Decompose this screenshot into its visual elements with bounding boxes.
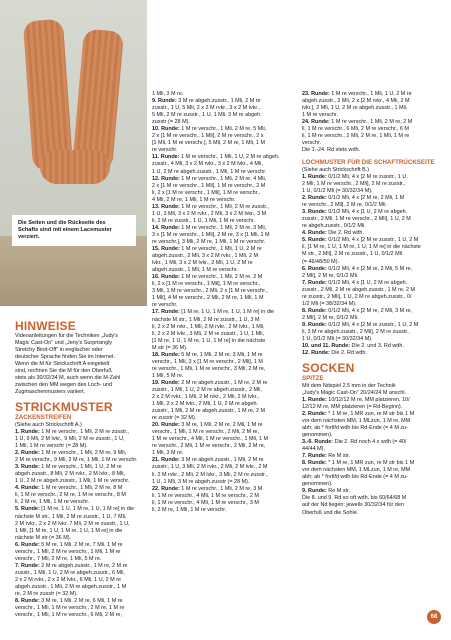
text-line: zwischen den MM wegen des Loch- und <box>15 382 113 389</box>
text-line: abgeh.zusstr., 1 Mli, 2 M re abgeh.zusstr., 1 M <box>15 584 127 590</box>
text-line: abgeh.zusstr., 1 Mli, 1 M re verschr. <box>152 267 238 274</box>
text-line: 12. Runde: Die 2. Rd wdh. <box>302 350 367 357</box>
text-line: 7. Runde: 0/1/2 Mli, 4 x [1 U, 2 M re abgeh. <box>302 279 408 286</box>
text-line: 1. Runde: 0/1/2 Mli, 4 x [2 M re zusstr., 1 U, <box>302 173 408 180</box>
text-line: lvkr., 1 Mli, 3 x 2 M lvkr., 2 Mli, 1 U, 2 M re <box>152 260 253 267</box>
text-line: re abgeh.zusstr., 0/1/2 Mli. <box>302 223 366 230</box>
text-line: 10. Runde: 1 M re verschr., 1 Mli, 2 M re, 5 Mli, <box>152 126 267 133</box>
text-line: 12/12 M re, MM platzieren (= Rd-Beginn). <box>302 403 403 410</box>
middle-column <box>152 91 298 514</box>
text-line: 3. Runde: 1 M re verschr., 1 Mli, 1 U, 2 M re <box>15 464 122 471</box>
text-line: nächste M str., 1 Mli, 2 M re zusstr., 1 U, 3 M <box>152 316 260 323</box>
text-line: 10. und 11. Runde: Die 2. und 3. Rd wdh. <box>302 343 404 350</box>
text-line: „Judy's Magic Cast-On“ 20/24/24 M anschl. <box>302 389 407 396</box>
subheading-spitze: SPITZE <box>302 375 324 383</box>
photo-caption <box>12 215 136 246</box>
text-line: re, 2 M re zusstr (= 32 M). <box>15 591 78 598</box>
text-line: 16. Runde: 1 M re verschr., 1 Mli, 2 M re, 2 M <box>152 274 263 281</box>
text-line: re verschr., 2 Mli, 1 M re verschr., 2 Mli, 2 M re, <box>152 443 266 450</box>
text-line: (= 46/48/50 M). <box>302 258 340 265</box>
text-line: verschr. <box>302 140 322 147</box>
text-line: 6. Runde: 5 M re, 1 Mli, 2 M re, 7 Mli, 1 M re <box>15 541 123 548</box>
text-line: 1 U, 9 Mli, 2 M lvkr., 9 Mli, 2 M re zusstr., 1 U, <box>15 436 125 443</box>
text-line: 1 Mli, [1 M re, 1 U, 1 M re, 1 U, 1 M re] in die <box>15 527 123 534</box>
text-line: (Siehe auch Strickschrift A.) <box>15 421 82 428</box>
text-line: verschr., 1 Mli, 2 M re verschr., 1 Mli, 1 M re <box>15 548 121 555</box>
sock-photo <box>0 0 147 306</box>
text-line: abgeh.zusstr., 8 Mli, 2 M rvkr., 2 M lvkr., 8 Mli, <box>15 471 125 478</box>
text-line: re zusstr., 2 Mli], 1 U, 2 M re abgeh.zusstr., 0/ <box>302 293 412 300</box>
text-line: re verschr., 1 Mli, 1 M re verschr., 3 Mli, 2 M re, <box>152 365 266 372</box>
text-line: li, 1 M re verschr., 2 Mli, 2 M re, 1 Mli, 1 M re <box>302 133 410 140</box>
text-line: 9. Runde: 3 M re abgeh.zusstr., 1 Mli, 2 M re <box>152 98 261 105</box>
text-line: 24. Runde: 1 M re verschr., 1 Mli, 2 M re, 2 M <box>302 119 413 126</box>
text-line: sind, rechnen Sie die M für den Oberfuß <box>15 368 112 375</box>
text-line: 1 M re verschr. <box>302 112 338 119</box>
text-line: li, [1 M re, 1 U, 1 M re, 1 U, 1 M re] in die nächste <box>302 244 421 251</box>
text-line: 22. Runde: 1 M re verschr., 1 Mli, 2 M re, 3 M <box>152 485 263 492</box>
text-line: Videoanleitungen für die Techniken „Judy's <box>15 333 119 339</box>
text-line: re verschr. <box>152 147 178 154</box>
text-line: 1 Mli, 2 x 2 M lvkr., 2 Mli, 1 U, 2 M re abgeh. <box>152 401 259 408</box>
text-line: 3 Mli, 1 M re verschr., 2 Mli, 2 x [1 M re verschr., <box>152 288 268 295</box>
text-line: re verschr. <box>152 302 178 309</box>
text-line: 1 U, 0/1/2 Mli (= 30/32/34 M). <box>302 336 373 343</box>
text-line: li, 1 M re verschr., 4 Mli, 1 M re verschr., 3 M <box>152 499 259 506</box>
text-line: 23. Runde: 1 M re verschr., 1 Mli, 1 U, 2 M re <box>302 91 412 97</box>
text-line: 2 x 2 M rvkr., 1 Mli, 2 M rvkr., 2 Mli, 2 M lvkr., <box>152 394 260 401</box>
sock-image <box>23 19 73 171</box>
text-line: 1. Runde: 1 M re verschr., 1 Mli, 2 M re zusstr., <box>15 428 129 435</box>
text-line: 5 Mli, 2 M re zusstr., 1 U, 1 Mli, 3 M re abgeh. <box>152 112 262 119</box>
text-line: 1 U, 2 M re abgeh.zusstr., 1 Mli, 1 M re verschr. <box>15 478 130 485</box>
text-line: 1. Runde: 10/12/12 M re, MM platzieren, 10/ <box>302 396 410 403</box>
page-number: 68 <box>427 610 441 624</box>
text-line: abgeh.zusstr., 2 Mli, 3 x 2 M rvkr., 1 Mli, 2 M <box>152 253 259 260</box>
text-line: zusstr., 1 Mli, 2 M re abgeh.zusstr., 1 M re, 2 M <box>152 408 266 415</box>
text-line: 14. Runde: 1 M re verschr., 1 Mli, 2 M re, 3 Mli, <box>152 224 267 231</box>
section-heading-hinweise: HINWEISE <box>15 319 76 333</box>
text-line: 2 Mli], 2 M re, 0/1/2 Mli. <box>302 272 359 279</box>
text-line: 1 U, 3 Mli, 3 x 2 M rvkr., 2 Mli, 3 x 2 M lvkr., 3 M <box>152 210 267 217</box>
text-line: zusstr., 1 U, 5 Mli, 2 x 2 M rvkr., 3 x 2 M lvkr., <box>152 105 260 112</box>
text-line: 8. Runde: * 1 M re, 1 MR zun, re M str bis 1 M <box>302 460 415 467</box>
text-line: Oberfuß und die Sohle. <box>302 509 359 516</box>
text-line: 4. Runde: 1 M re verschr., 1 Mli, 2 M re, 8 M <box>15 485 123 492</box>
lochmuster-text <box>302 167 448 357</box>
text-line: 1/2 Mli (= 38/32/34 M). <box>302 300 357 307</box>
text-line: 1 Mli, 5 M re. <box>152 372 184 379</box>
text-line: 3.-6. Runde: Die 2. Rd noch 4 x wdh (= 40/ <box>302 439 407 446</box>
text-line: 11. Runde: 1 M re verschr., 1 Mli, 1 U, 2 M re abgeh. <box>152 154 280 161</box>
text-line: li, 2 M re zusstr., 1 U, 1 Mli, 1 M re verschr. <box>152 217 256 224</box>
text-line: 2. Runde: 1 M re verschr., 1 Mli, 2 M re, 9 Mli, <box>15 450 127 457</box>
text-line: [1 M re, 1 U, 1 M re, 1 U, 1 M re] in die nächste <box>152 337 266 344</box>
text-line: 13. Runde: 1 M re verschr., 1 Mli, 2 M re zusstr., <box>152 203 269 210</box>
section-heading-strickmuster: STRICKMUSTER <box>15 400 113 415</box>
text-line: lvkr.], 2 Mli, 1 U, 2 M re abgeh.zusstr., 1 Mli, <box>302 105 408 112</box>
text-line: genommen). <box>302 481 333 488</box>
text-line: 3 x [1 M re verschr., 1 Mli], 2 M re, 3 x [1 Mli, 1 M <box>152 231 270 238</box>
text-line: 21. Runde: 3 M re abgeh.zusstr., 1 Mli, 2 M re <box>152 457 264 464</box>
text-line: Zugmaschenmusters variiert. <box>15 389 86 396</box>
subheading-lochmuster: LOCHMUSTER FÜR DIE SCHAFTRÜCKSEITE <box>302 159 435 167</box>
text-line: 12. Runde: 1 M re verschr., 1 Mli, 2 M re, 4 Mli, <box>152 175 267 182</box>
text-line: verschr., 1 Mli, 1 M re verschr., 6 Mli, 2 M re, <box>15 612 122 619</box>
text-line: li, 1 M re verschr., 6 Mli, 2 M re verschr., 6 M <box>302 126 409 133</box>
text-line: 4. Runde: Die 2. Rd wdh. <box>302 230 364 237</box>
text-line: li, 1 M re verschr., 4 Mli, 1 M re verschr., 2 M <box>152 492 259 499</box>
text-line: M str., 2 Mli], 2 M re zusstr., 1 U, 0/1/2 Mli <box>302 251 403 258</box>
text-line: verschr., 7 Mli, 2 M re, 1 Mli, 5 M re. <box>15 555 102 562</box>
text-line: 2 x [1 M re verschr., 1 Mli], 1 M re verschr., 2 M <box>152 182 266 189</box>
text-line: 1 M re verschr., 4 Mli, 1 M re verschr., 1 Mli, 1 M <box>152 436 269 443</box>
text-line: 2. Runde: 0/1/2 Mli, 4 x [2 M re, 2 Mli, 1 M <box>302 195 405 202</box>
text-line: 1 Mli], 4 M re verschr., 2 Mli, 2 M re, 1 Mli, 1 M <box>152 295 264 302</box>
text-line: li, 2 x [1 M re verschr., 1 Mli], 1 M re verschr., <box>152 189 261 196</box>
text-line: li, 2 x 2 M lvkr., 3 Mli, 2 M re zusstr., 1 U, 1 Mli, <box>152 330 265 337</box>
text-line: zusstr (= 28 M). <box>152 119 190 126</box>
text-line: 1 Mli, 1 M re verschr (= 28 M). <box>15 443 88 450</box>
text-line: verschr., 1 Mli, 1 M re verschr., 2 M re, 1 M re <box>15 605 125 612</box>
text-line: 2. Runde: * 1 M re, 1 MR zun, re M str bis 1 M <box>302 410 415 417</box>
zackenstreifen-text <box>15 422 145 619</box>
zackenstreifen-text-continued <box>152 91 298 514</box>
text-line: li, 3 M re abgeh.zusstr., 2 Mli], 2 M re zusstr., <box>302 329 410 335</box>
spitze-text <box>302 383 448 517</box>
text-line: 1 U, 0/1/2 Mli (= 30/32/34 M). <box>302 188 373 195</box>
text-line: 1 Mli, 3 M re. <box>152 450 184 457</box>
text-line: verschr., 1 Mli, 3 x [1 M re verschr., 2 Mli], 1 M <box>152 358 263 365</box>
text-line: 2 x 2 M rvkr., 2 x 2 M lvkr., 6 Mli, 1 U, 2 M re <box>15 576 122 583</box>
text-line: abgeh.zusstr., 2 Mli, 2 x [2 M rvkr., 4 Mli, 2 M <box>302 98 410 105</box>
text-line: vor dem nächsten MM, 1 MLzun, 1 M re, MM <box>302 417 411 424</box>
text-line: zusstr., 1 Mli, 1 U, 2 M re abgeh.zusstr., 6 Mli, <box>15 569 125 576</box>
text-line: 5. Runde: 0/1/2 Mli, 4 x [2 M re zusstr., 1 U, 2 M <box>302 237 419 244</box>
text-line: 1 U, 1 Mli, 3 M re abgeh.zusstr (= 28 M). <box>152 478 250 485</box>
text-line: 1 Mli, 3 M re. <box>152 91 184 97</box>
text-line: Die 8. und 9. Rd so oft wdh, bis 60/64/68 M <box>302 495 407 502</box>
text-line: [1 Mli, 1 M re verschr.], 5 Mli, 2 M re, 1 Mli, 1 M <box>152 140 266 147</box>
hinweise-text <box>15 333 145 396</box>
text-line: M str (= 36 M). <box>152 344 188 351</box>
text-line: zusstr., 2 Mli, 1 M re verschr., 2 Mli], 1 U, 2 M <box>302 216 411 223</box>
text-line: deutscher Sprache finden Sie im Internet. <box>15 354 116 361</box>
text-line: Stretchy Bind-Off“ in englischer oder <box>15 347 103 354</box>
text-line: 19. Runde: 2 M re abgeh.zusstr., 1 M re, 2 M re <box>152 379 268 386</box>
text-line: 18. Runde: 5 M re, 1 Mli, 2 M re, 3 Mli, 1 M re <box>152 351 263 358</box>
wooden-floor <box>0 236 147 306</box>
caption-line: Schafts sind mit einem Lacemuster <box>18 227 112 233</box>
right-column <box>302 91 448 517</box>
caption-line: Die Seiten und die Rückseite des <box>18 220 106 226</box>
text-line: 5. Runde: [1 M re, 1 U, 1 M re, 1 U, 1 M re] in die <box>15 506 135 513</box>
text-line: 7. Runde: 2 M re abgeh.zusstr., 1 M re, 2 M re <box>15 562 128 569</box>
sock-image <box>40 150 110 184</box>
text-line: 7. Runde: Re M str. <box>302 453 351 460</box>
text-line: nächste M str., 1 Mli, 2 M re zusstr., 1 U, 7 Mli, <box>15 513 127 520</box>
text-line: 9. Runde: 0/1/2 Mli, 4 x [2 M re zusstr., 1 U, 2 M <box>302 321 419 328</box>
text-line: Wenn die M für Strickschrift A eingeteilt <box>15 361 110 368</box>
text-line: li, 2 M rvkr., 2 Mli, 2 M lvkr., 3 Mli, 2 M re zusstr., <box>152 471 268 478</box>
text-line: li, 2 x 2 M rvkr., 1 Mli, 2 M rvkr., 2 M lvkr., 1 Mli, <box>152 323 265 330</box>
text-line: zusstr., 2 Mli, 2 M re abgeh.zusstr., 1 M re, 2 M <box>302 286 416 293</box>
text-line: Die 1.-24. Rd stets wdh. <box>302 147 361 154</box>
text-line: 8. Runde: 3 M re, 1 Mli, 2 M re, 6 Mli, 1 M re <box>15 598 123 605</box>
text-line: 2 x [1 M re verschr., 1 Mli], 2 M re verschr., 2 x <box>152 133 264 140</box>
text-line: re verschr., 2 Mli], 2 M re, 0/1/2 Mli. <box>302 202 387 209</box>
text-line: zusstr., 4 Mli, 3 x 2 M rvkr., 3 x 2 M lvkr., 4 Mli, <box>152 161 263 168</box>
text-line: genommen). <box>302 432 333 439</box>
text-line: 8. Runde: 0/1/2 Mli, 4 x [2 M re, 2 Mli, 3 M re, <box>302 307 412 314</box>
section-heading-socken: SOCKEN <box>302 361 355 376</box>
text-line: li, 1 M re verschr., 2 M re, 1 M re verschr., 8 M <box>15 492 126 499</box>
text-line: nächste M str (= 36 M). <box>15 534 72 541</box>
text-line: (Siehe auch Strickschrift B.) <box>302 166 370 173</box>
text-line: zusstr., 1 Mli, 1 U, 2 M re abgeh.zusstr., 2 Mli, <box>152 386 262 393</box>
text-line: 15. Runde: 1 M re verschr., 1 Mli, 1 U, 2 M re <box>152 246 262 253</box>
text-line: stets als 30/32/34 M, auch wenn die M-Zahl <box>15 375 121 382</box>
text-line: verschr., 1 Mli, 1 M re verschr., 2 Mli, 2 M re, <box>152 429 259 436</box>
text-line: re verschr.], 3 Mli, 2 M re, 1 Mli, 1 M re verschr. <box>152 238 266 245</box>
text-line: 2 Mli, 1 M re verschr., 2 Mli], 2 M re zusstr., <box>302 181 406 188</box>
text-line: zusstr., 1 U, 3 Mli, 2 M rvkr., 2 Mli, 2 M lvkr., 2 M <box>152 464 268 471</box>
text-line: auf der Nd liegen: jeweils 30/32/34 für den <box>302 502 404 509</box>
text-line: 17. Runde: [1 M re, 1 U, 1 M re, 1 U, 1 M re] in die <box>152 309 275 316</box>
caption-line: verziert. <box>18 234 40 240</box>
zackenstreifen-text-end <box>302 91 448 154</box>
text-line: Mit dem Ndspiel 2.5 mm in der Technik <box>302 382 396 389</box>
text-line: 4 Mli, 2 M re, 1 Mli, 1 M re verschr. <box>152 196 236 203</box>
text-line: abh; ab * fortlfd wdh bis Rd-Ende (= 4 M zu- <box>302 474 408 481</box>
text-line: abh; ab * fortlfd wdh bis Rd-Ende (= 4 M zu- <box>302 424 408 431</box>
text-line: 2 M re verschr., 9 Mli, 2 M re, 1 Mli, 1 M re verschr. <box>15 457 138 464</box>
text-line: 3. Runde: 0/1/2 Mli, 4 x [1 U, 2 M re abgeh. <box>302 209 408 216</box>
text-line: li, 2 x [1 M re verschr., 1 Mli], 1 M re verschr., <box>152 281 261 288</box>
intro-section <box>15 320 145 619</box>
text-line: 2 M rvkr., 2 x 2 M lvkr. 7 Mli, 2 M re zusstr., 1 U, <box>15 520 130 527</box>
text-line: li, 2 M re, 1 Mli, 1 M re verschr. <box>15 499 90 506</box>
text-line: 20. Runde: 3 M re, 1 Mli, 2 M re, 2 Mli, 1 M re <box>152 422 263 429</box>
text-line: 2 Mli], 2 M re, 0/1/2 Mli. <box>302 314 359 321</box>
text-line: 1 U, 2 M re abgeh.zusstr., 1 Mli, 1 M re verschr. <box>152 168 267 175</box>
text-line: 6. Runde: 0/1/2 Mli, 4 x [2 M re, 2 Mli, 5 M re, <box>302 265 412 272</box>
text-line: li, 2 M re, 1 Mli, 1 M re verschr. <box>152 506 227 513</box>
subheading-zackenstreifen: ZACKENSTREIFEN <box>15 414 72 422</box>
text-line: vor dem nächsten MM, 1 MLzun, 1 M re, MM <box>302 467 411 474</box>
text-line: re zusstr (= 32 M). <box>152 415 197 422</box>
text-line: Magic Cast-On“ und „Jeny's Surprisingly <box>15 340 113 347</box>
text-line: 44/44 M). <box>302 446 325 453</box>
text-line: 9. Runde: Re M str. <box>302 488 351 495</box>
